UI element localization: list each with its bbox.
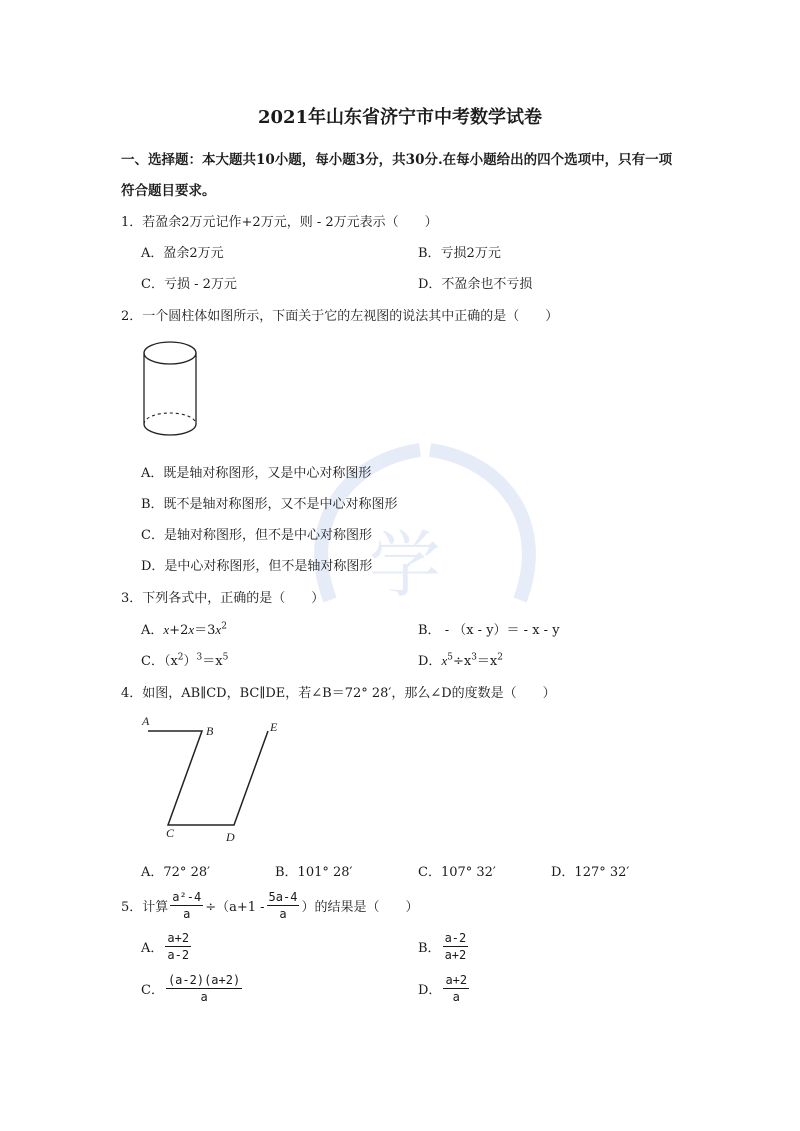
question-3-stem: 3．下列各式中，正确的是（ ） [121,591,325,606]
q3-option-b: B． - （x - y）＝ - x - y [418,623,560,638]
q5-option-a: A． $\frac{a+2}{a-2}$ [141,931,190,962]
question-1-stem: 1．若盈余2万元记作+2万元，则 - 2万元表示（ ） [121,215,438,230]
page-title: 2021年山东省济宁市中考数学试卷 [257,107,543,128]
section-header: 一、选择题：本大题共10小题，每小题3分，共30分.在每小题给出的四个选项中，只有一项 [121,152,673,168]
q1-option-c: C．亏损 - 2万元 [141,277,237,292]
q5-option-c: C． $\frac{(a-2)(a+2)}{a}$ [141,973,241,1004]
q1-option-a: A．盈余2万元 [141,246,224,261]
watermark-text: 学 [368,523,442,607]
section-header-cont: 符合题目要求。 [121,183,216,199]
q2-option-a: A．既是轴对称图形，又是中心对称图形 [141,466,372,481]
q5-fraction-2: $\frac{5a-4}{a}$ [268,890,298,921]
q2-option-c: C．是轴对称图形，但不是中心对称图形 [141,528,372,543]
q4-option-b: B．101° 28′ [275,865,353,880]
label-a: A [142,714,150,728]
q2-option-b: B．既不是轴对称图形，又不是中心对称图形 [141,497,398,512]
q1-option-b: B．亏损2万元 [418,246,501,261]
q2-option-d: D．是中心对称图形，但不是轴对称图形 [141,559,373,574]
label-c: C [166,826,175,840]
q5-option-b: B． $\frac{a-2}{a+2}$ [418,931,467,962]
q1-option-d: D．不盈余也不亏损 [418,277,533,292]
parallel-lines-figure [140,713,300,843]
q4-option-a: A．72° 28′ [141,865,211,880]
q5-option-d: D． $\frac{a+2}{a}$ [418,973,468,1004]
label-d: D [226,830,235,844]
q3-option-c: C．$(x^2)^3=x^5$ [141,652,229,669]
q4-option-c: C．107° 32′ [418,865,496,880]
question-2-stem: 2．一个圆柱体如图所示，下面关于它的左视图的说法其中正确的是（ ） [121,309,559,324]
question-4-stem: 4．如图，AB∥CD，BC∥DE，若∠B＝72° 28′，那么∠D的度数是（ ） [121,686,556,701]
cylinder-figure [140,336,210,446]
q5-fraction-1: $\frac{\text{a²-4}}{a}$ [172,890,202,921]
label-b: B [206,724,214,738]
q3-option-a: A．$x+2x=3x^2$ [141,621,227,638]
label-e: E [270,720,278,734]
question-5-stem: 5．计算 $\frac{\text{a²-4}}{a}$ ÷（a+1 - $\frac{5a-4}{a}$ ）的结果是（ ） [121,890,419,921]
q4-option-d: D．127° 32′ [551,865,630,880]
q3-option-d: D．$x^5\div x^3=x^2$ [418,652,503,669]
